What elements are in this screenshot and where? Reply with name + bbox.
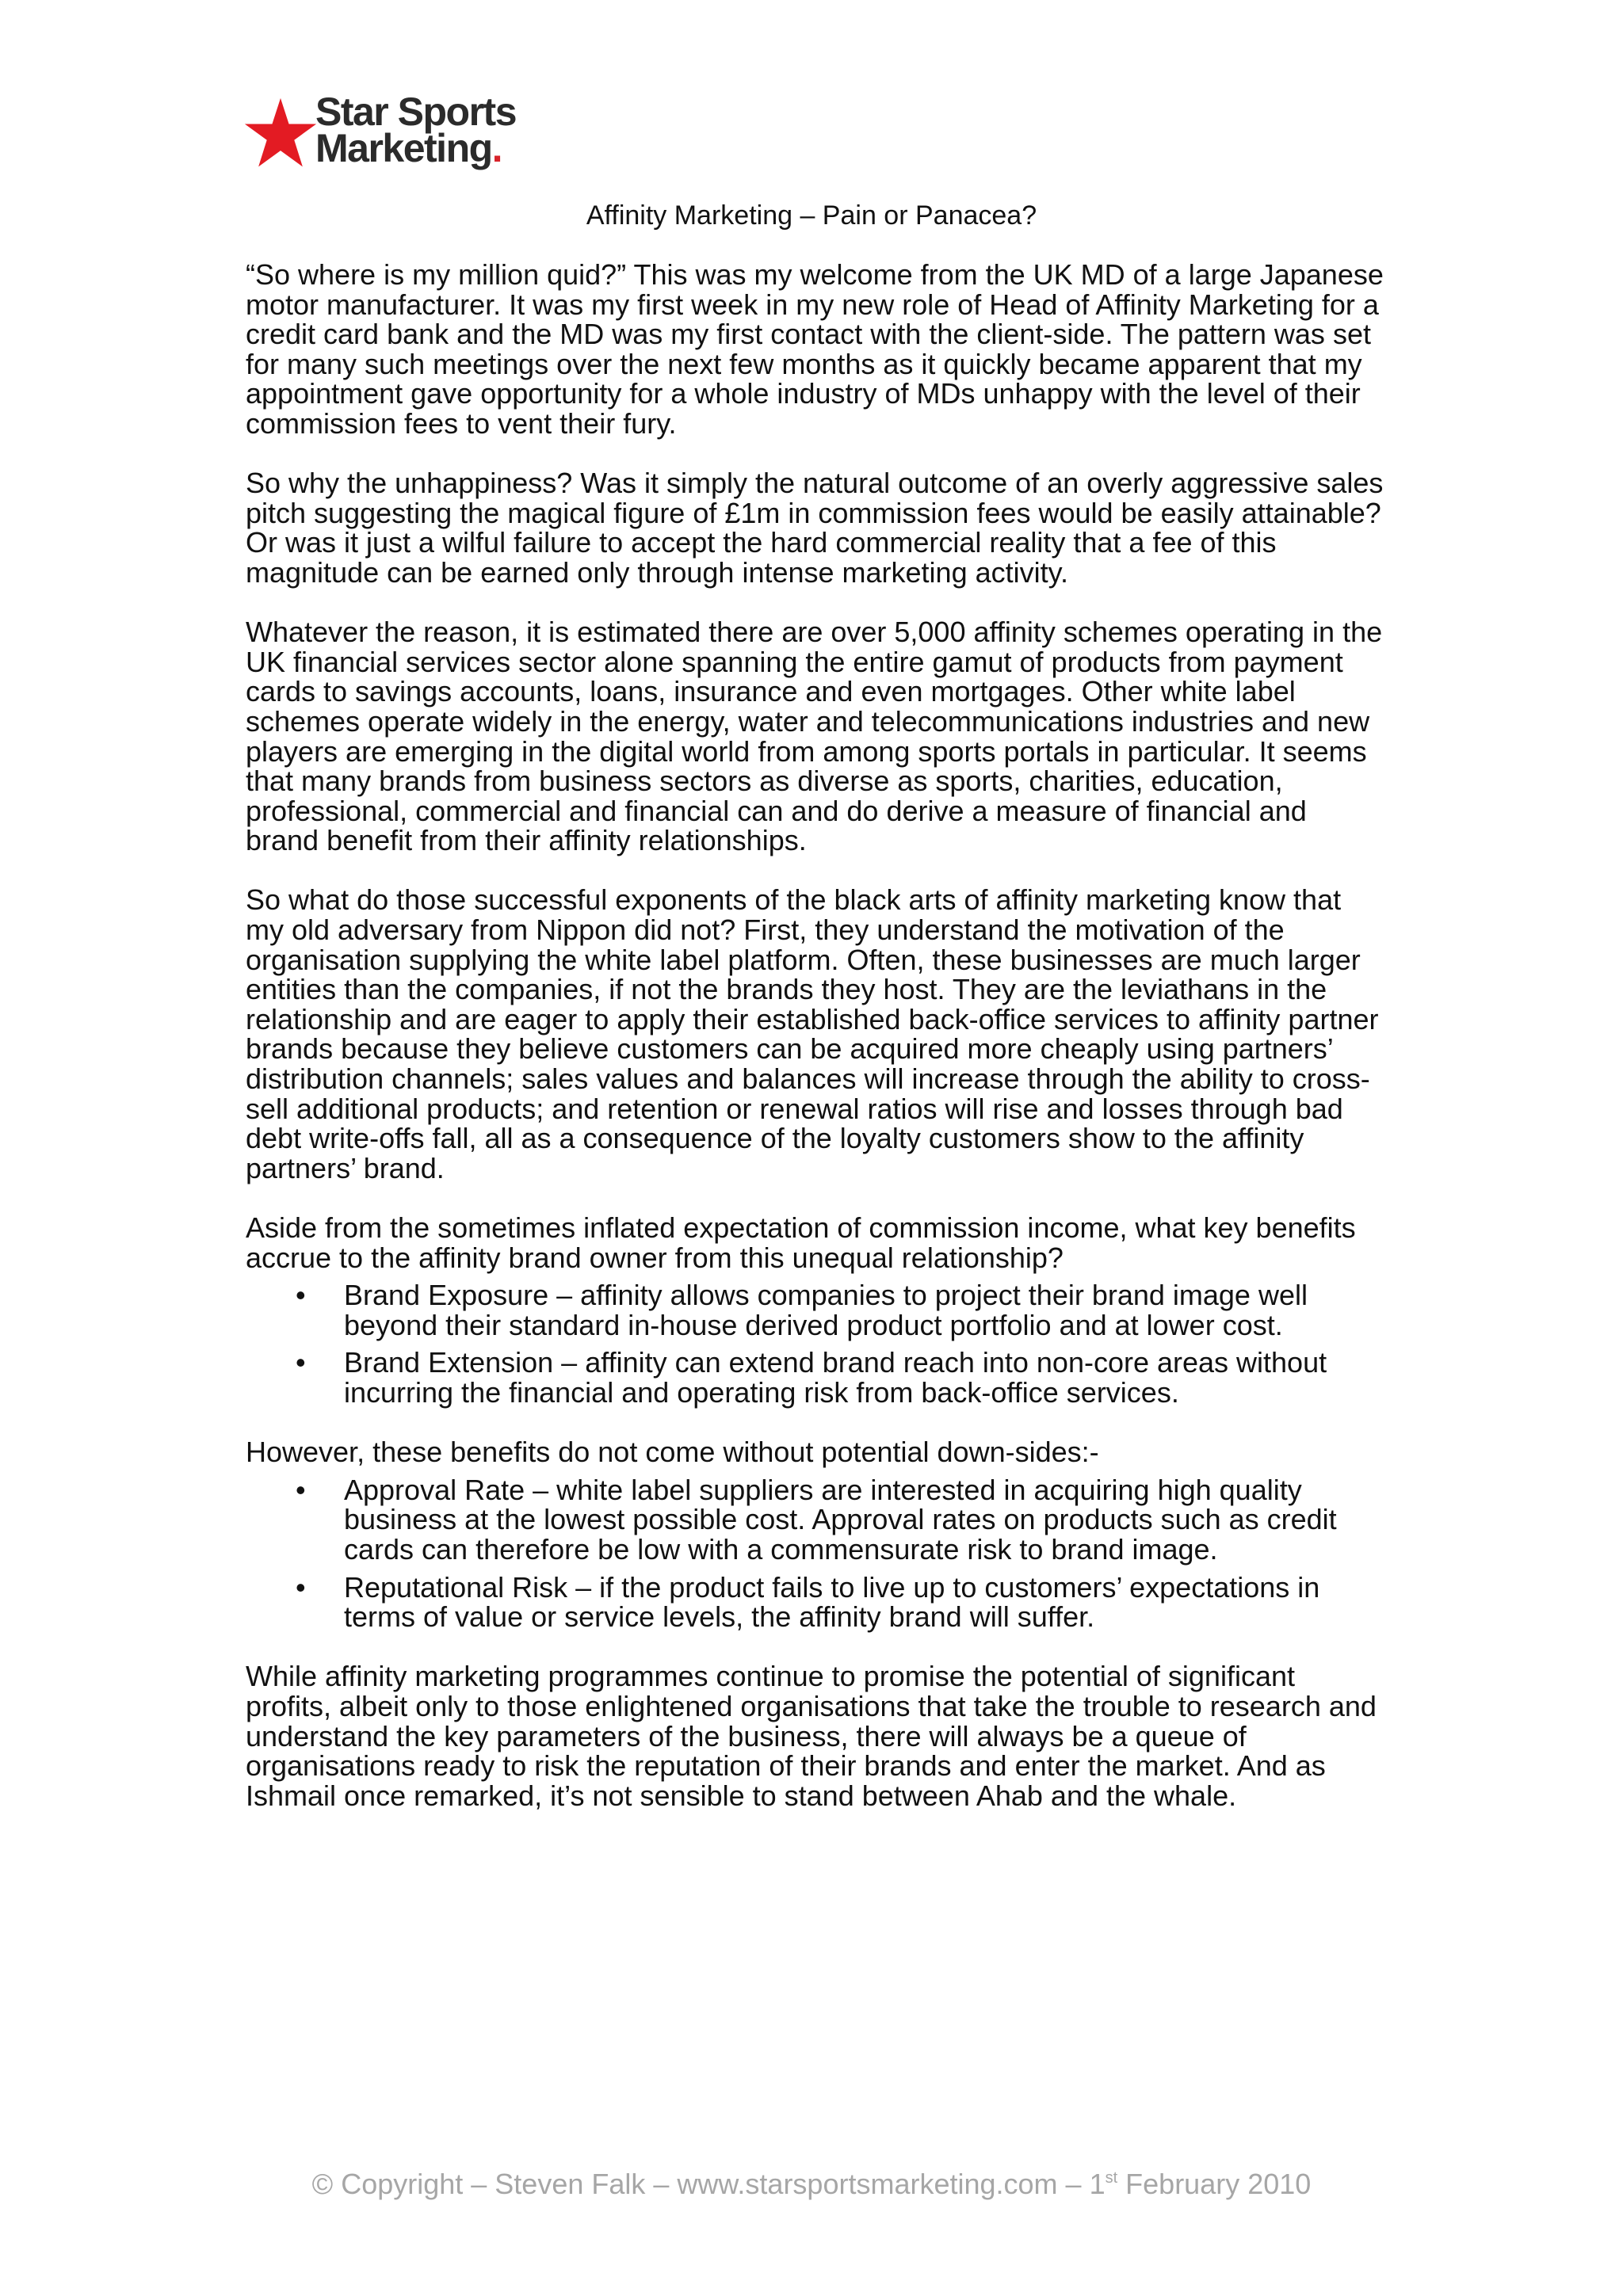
list-item-text: Brand Extension – affinity can extend brand reach into non-core areas without incurring the financial and operating risk from back-office services.: [344, 1346, 1327, 1409]
benefits-list: [246, 1280, 1387, 1407]
logo-line-2: [315, 126, 516, 170]
bullet-icon: •: [296, 1346, 306, 1379]
copyright-footer: [0, 2168, 1623, 2201]
paragraph-7: While affinity marketing programmes continue to promise the potential of significant profits, albeit only to those enlightened organisations that take the trouble to research and understand the key parameters of the business, there will always be a queue of organisations ready to risk the reputation of their brands and enter the market. And as Ishmail once remarked, it’s not sensible to stand between Ahab and the whale.: [246, 1660, 1377, 1812]
paragraph-2: So why the unhappiness? Was it simply the natural outcome of an overly aggressive sales pitch suggesting the magical figure of £1m in commission fees would be easily attainable? Or was it just a wilful failure to accept the hard commercial reality that a fee of this magnitude can be earned only through intense marketing activity.: [246, 467, 1384, 589]
paragraph-3: Whatever the reason, it is estimated there are over 5,000 affinity schemes operating in the UK financial services sector alone spanning the entire gamut of products from payment cards to savings accounts, loans, insurance and even mortgages. Other white label schemes operate widely in the energy, water and telecommunications industries and new players are emerging in the digital world from among sports portals in particular. It seems that many brands from business sectors as diverse as sports, charities, education, professional, commercial and financial can and do derive a measure of financial and brand benefit from their affinity relationships.: [246, 616, 1383, 857]
company-logo: [242, 90, 544, 176]
logo-wordmark: [315, 90, 517, 170]
paragraph-5: Aside from the sometimes inflated expectation of commission income, what key benefits accrue to the affinity brand owner from this unequal relationship?: [246, 1211, 1356, 1274]
list-item: [246, 1348, 1387, 1407]
list-item: [246, 1280, 1387, 1340]
downsides-list: [246, 1475, 1387, 1632]
list-item-text: Reputational Risk – if the product fails to live up to customers’ expectations in terms of value or service levels, the affinity brand will suffer.: [344, 1570, 1320, 1634]
list-item-text: Approval Rate – white label suppliers are interested in acquiring high quality business at the lowest possible cost. Approval rates on products such as credit cards can therefore be low with a commensurate risk to brand image.: [344, 1473, 1337, 1566]
page-title: Affinity Marketing – Pain or Panacea?: [586, 200, 1037, 231]
paragraph-4: So what do those successful exponents of the black arts of affinity marketing know that my old adversary from Nippon did not? First, they understand the motivation of the organisation supplying the white label platform. Often, these businesses are much larger entities than the companies, if not the brands they host. They are the leviathans in the relationship and are eager to apply their established back-office services to affinity partner brands because they believe customers can be acquired more cheaply using partners’ distribution channels; sales values and balances will increase through the ability to cross-sell additional products; and retention or renewal ratios will rise and losses through bad debt write-offs fall, all as a consequence of the loyalty customers show to the affinity partners’ brand.: [246, 883, 1379, 1184]
bullet-icon: •: [296, 1570, 306, 1604]
bullet-icon: •: [296, 1473, 306, 1506]
paragraph-1: “So where is my million quid?” This was my welcome from the UK MD of a large Japanese motor manufacturer. It was my first week in my new role of Head of Affinity Marketing for a credit card bank and the MD was my first contact with the client-side. The pattern was set for many such meetings over the next few months as it quickly became apparent that my appointment gave opportunity for a whole industry of MDs unhappy with the level of their commission fees to vent their fury.: [246, 258, 1384, 440]
footer-date: February 2010: [1117, 2168, 1312, 2200]
paragraph-6: However, these benefits do not come without potential down-sides:-: [246, 1436, 1099, 1469]
logo-line-2-text: Marketing: [315, 126, 492, 170]
list-item: [246, 1475, 1387, 1565]
bullet-icon: •: [296, 1279, 306, 1312]
list-item: [246, 1570, 1387, 1634]
star-icon: [242, 97, 319, 173]
footer-text: © Copyright – Steven Falk – www.starsportsmarketing.com – 1: [311, 2168, 1106, 2200]
footer-superscript: st: [1105, 2169, 1118, 2187]
logo-line-1: Star Sports: [315, 90, 517, 134]
list-item-text: Brand Exposure – affinity allows companies to project their brand image well beyond their standard in-house derived product portfolio and at lower cost.: [344, 1279, 1308, 1341]
article-body: [246, 260, 1387, 1840]
logo-dot: .: [491, 126, 502, 170]
